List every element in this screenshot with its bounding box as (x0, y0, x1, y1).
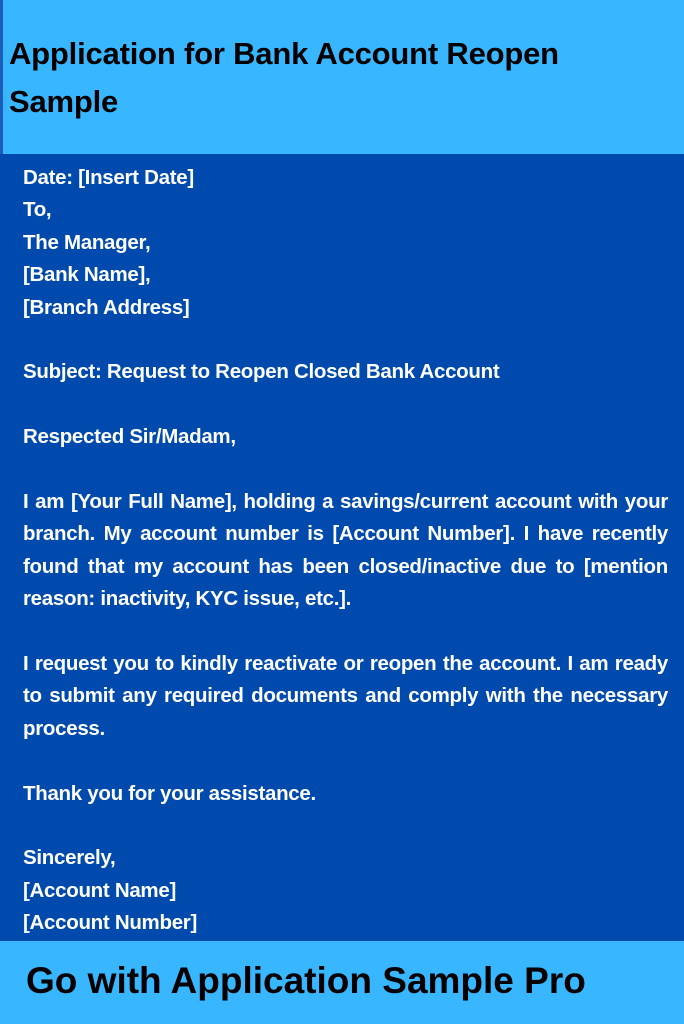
salutation-line: Respected Sir/Madam, (23, 425, 236, 449)
body-paragraph-2: I request you to kindly reactivate or reopen the account. I am ready to submit any required documents and comply with the necessary process. (23, 652, 668, 740)
thanks-line: Thank you for your assistance. (23, 781, 316, 805)
bank-name-line: [Bank Name], (23, 263, 151, 287)
letter-panel (0, 154, 684, 941)
branch-address-line: [Branch Address] (23, 295, 190, 319)
closing-line: Sincerely, (23, 846, 116, 870)
account-number-line: [Account Number] (23, 911, 198, 935)
account-name-line: [Account Name] (23, 878, 176, 902)
recipient-line: The Manager, (23, 230, 151, 254)
date-line: Date: [Insert Date] (23, 166, 194, 189)
spacer (23, 810, 668, 842)
body-paragraph-1: I am [Your Full Name], holding a savings/current account with your branch. My account number is [Account Number]. I have recently found that my account has been closed/inactive due to [mention reason: inactivity, KYC issue, etc.]. (23, 490, 668, 611)
footer-banner (0, 941, 684, 1024)
spacer (23, 454, 668, 486)
spacer (23, 616, 668, 648)
spacer (23, 389, 668, 421)
letter-body (23, 162, 668, 940)
header-banner (0, 0, 684, 154)
subject-line: Subject: Request to Reopen Closed Bank Account (23, 360, 500, 384)
to-line: To, (23, 198, 52, 222)
footer-tagline: Go with Application Sample Pro (26, 960, 586, 1001)
page-title: Application for Bank Account Reopen Sample (9, 36, 559, 119)
spacer (23, 745, 668, 777)
spacer (23, 324, 668, 356)
